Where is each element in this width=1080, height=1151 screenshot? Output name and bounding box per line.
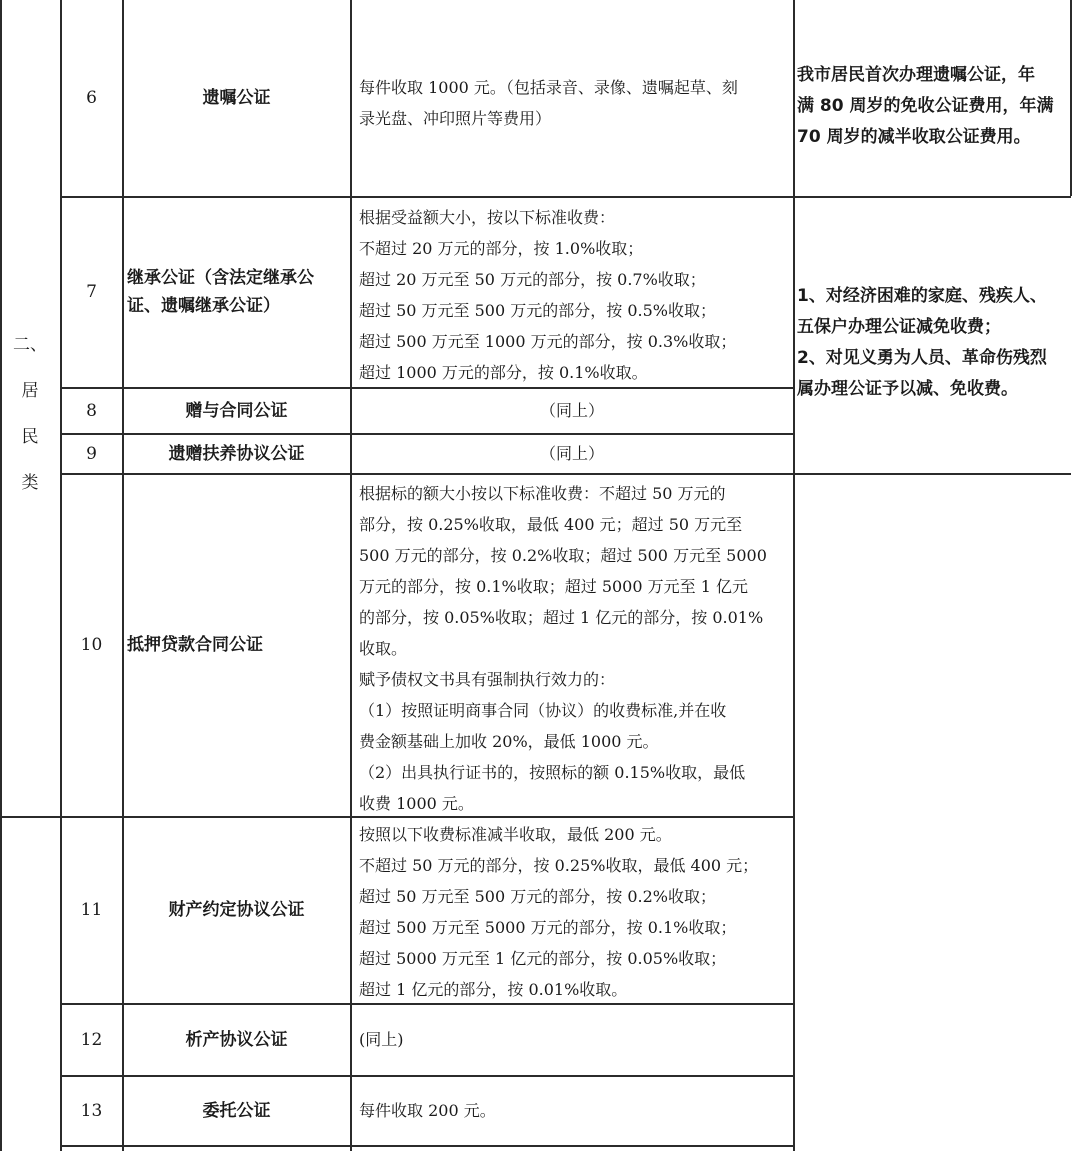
item-name-text: 赠与合同公证 bbox=[185, 400, 288, 421]
table-bottom-border bbox=[60, 1145, 794, 1147]
fee-standard bbox=[351, 72, 793, 134]
fee-line: (同上) bbox=[359, 1030, 404, 1049]
fee-line: （1）按照证明商事合同（协议）的收费标准,并在收 bbox=[359, 701, 727, 720]
category-line: 类 bbox=[21, 473, 39, 493]
item-name-text: 证、遗嘱继承公证） bbox=[127, 296, 280, 316]
remark-line: 70 周岁的减半收取公证费用。 bbox=[797, 127, 1031, 147]
remark-line: 属办理公证予以减、免收费。 bbox=[797, 379, 1018, 399]
fee-line: 的部分，按 0.05%收取；超过 1 亿元的部分，按 0.01% bbox=[359, 608, 764, 627]
remark-line: 我市居民首次办理遗嘱公证，年 bbox=[797, 65, 1035, 85]
row-number: 6 bbox=[86, 88, 97, 108]
item-name-text: 抵押贷款合同公证 bbox=[127, 635, 263, 655]
col-divider-4 bbox=[793, 0, 795, 1151]
fee-line: 超过 50 万元至 500 万元的部分，按 0.5%收取； bbox=[359, 301, 716, 320]
fee-line: 费金额基础上加收 20%，最低 1000 元。 bbox=[359, 732, 659, 751]
item-name-text: 遗赠扶养协议公证 bbox=[168, 443, 305, 464]
category-line: 民 bbox=[21, 427, 39, 447]
row-number: 8 bbox=[86, 400, 97, 421]
table-border-right bbox=[1070, 0, 1072, 196]
category-label bbox=[0, 322, 60, 506]
item-name-text: 委托公证 bbox=[202, 1100, 271, 1121]
fee-line: 500 万元的部分，按 0.2%收取；超过 500 万元至 5000 bbox=[359, 546, 767, 565]
row-number: 9 bbox=[86, 443, 97, 464]
row-number: 12 bbox=[80, 1029, 103, 1050]
fee-line: 部分，按 0.25%收取，最低 400 元；超过 50 万元至 bbox=[359, 515, 743, 534]
fee-standard bbox=[351, 478, 793, 819]
item-name-text: 遗嘱公证 bbox=[202, 88, 271, 108]
fee-line: 每件收取 200 元。 bbox=[359, 1101, 496, 1120]
fee-line: 赋予债权文书具有强制执行效力的： bbox=[359, 670, 616, 689]
fee-standard bbox=[351, 819, 793, 1005]
fee-standard bbox=[351, 434, 793, 473]
fee-line: 超过 5000 万元至 1 亿元的部分，按 0.05%收取； bbox=[359, 949, 727, 968]
row-number: 10 bbox=[80, 635, 103, 655]
fee-line: 不超过 50 万元的部分，按 0.25%收取，最低 400 元； bbox=[359, 856, 759, 875]
category-line: 居 bbox=[21, 381, 39, 401]
item-name bbox=[123, 388, 350, 433]
fee-line: 录光盘、冲印照片等费用） bbox=[359, 109, 552, 128]
item-name bbox=[123, 1076, 350, 1145]
item-name bbox=[123, 197, 350, 387]
fee-line: 收费 1000 元。 bbox=[359, 794, 474, 813]
fee-standard bbox=[351, 388, 793, 433]
fee-line: （同上） bbox=[539, 444, 604, 463]
fee-line: （同上） bbox=[539, 401, 604, 420]
row-number: 13 bbox=[80, 1100, 103, 1121]
item-name bbox=[123, 1004, 350, 1075]
row-number: 7 bbox=[86, 282, 97, 302]
table-border-left bbox=[0, 0, 2, 1151]
fee-line: 不超过 20 万元的部分，按 1.0%收取； bbox=[359, 239, 644, 258]
remark-reduction-policy bbox=[794, 281, 1070, 405]
fee-line: 超过 20 万元至 50 万元的部分，按 0.7%收取； bbox=[359, 270, 706, 289]
row-number: 11 bbox=[80, 900, 103, 920]
item-name bbox=[123, 474, 350, 816]
fee-line: 超过 500 万元至 1000 万元的部分，按 0.3%收取； bbox=[359, 332, 737, 351]
item-name bbox=[123, 0, 350, 196]
remark-line: 1、对经济困难的家庭、残疾人、 bbox=[797, 286, 1047, 306]
category-line: 二、 bbox=[13, 335, 47, 355]
fee-standard bbox=[351, 202, 793, 388]
item-name bbox=[123, 817, 350, 1003]
item-name-text: 继承公证（含法定继承公 bbox=[127, 268, 314, 288]
fee-line: 超过 1 亿元的部分，按 0.01%收取。 bbox=[359, 980, 628, 999]
remark-line: 2、对见义勇为人员、革命伤残烈 bbox=[797, 348, 1047, 368]
fee-line: 根据标的额大小按以下标准收费：不超过 50 万元的 bbox=[359, 484, 726, 503]
fee-line: 收取。 bbox=[359, 639, 408, 658]
item-name-text: 析产协议公证 bbox=[185, 1029, 288, 1050]
fee-line: 超过 500 万元至 5000 万元的部分，按 0.1%收取； bbox=[359, 918, 737, 937]
fee-line: 按照以下收费标准减半收取，最低 200 元。 bbox=[359, 825, 672, 844]
fee-line: 根据受益额大小，按以下标准收费： bbox=[359, 208, 616, 227]
remark-line: 满 80 周岁的免收公证费用，年满 bbox=[797, 96, 1054, 116]
item-name bbox=[123, 434, 350, 473]
fee-line: 万元的部分，按 0.1%收取；超过 5000 万元至 1 亿元 bbox=[359, 577, 748, 596]
fee-line: （2）出具执行证书的，按照标的额 0.15%收取，最低 bbox=[359, 763, 746, 782]
item-name-text: 财产约定协议公证 bbox=[168, 900, 305, 920]
fee-line: 超过 50 万元至 500 万元的部分，按 0.2%收取； bbox=[359, 887, 716, 906]
fee-line: 每件收取 1000 元。（包括录音、录像、遗嘱起草、刻 bbox=[359, 78, 738, 97]
fee-standard bbox=[351, 1004, 793, 1075]
fee-line: 超过 1000 万元的部分，按 0.1%收取。 bbox=[359, 363, 648, 382]
remark-line: 五保户办理公证减免收费； bbox=[797, 317, 1001, 337]
fee-standard bbox=[351, 1076, 793, 1145]
remark-elderly-will bbox=[794, 60, 1070, 153]
